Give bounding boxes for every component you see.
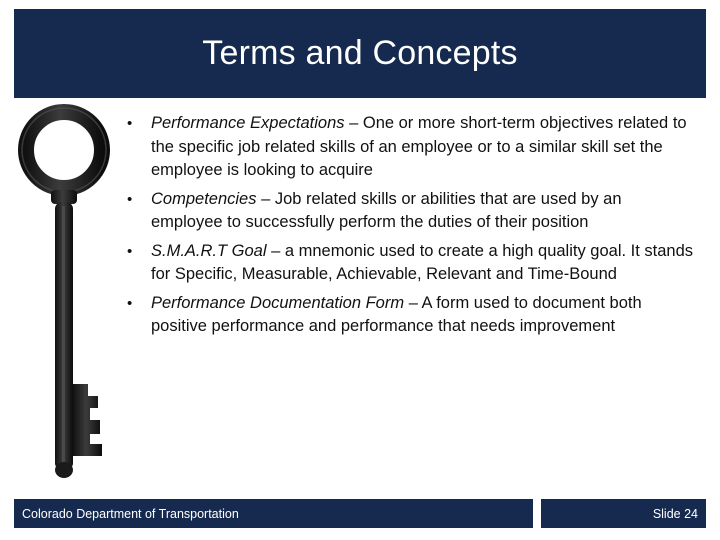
slide-title: Terms and Concepts	[202, 34, 518, 72]
term-definition: – a mnemonic used to create a high quality goal. It stands for Specific, Measurable, Achievable, Relevant and Time-Bound	[151, 241, 694, 283]
term-name: S.M.A.R.T Goal	[151, 241, 267, 260]
list-item	[127, 112, 697, 183]
term-definition: – A form used to document both positive performance and performance that needs improvement	[151, 293, 642, 335]
key-icon	[18, 98, 128, 490]
footer-organization-bar	[14, 499, 533, 528]
title-banner	[14, 9, 706, 98]
footer-slide-number-bar	[541, 499, 706, 528]
term-name: Competencies	[151, 189, 257, 208]
slide-number: Slide 24	[652, 506, 698, 521]
term-name: Performance Expectations	[151, 114, 345, 132]
bullet-marker: •	[127, 294, 133, 312]
list-item	[127, 292, 697, 339]
bullet-marker: •	[127, 115, 133, 132]
bullet-marker: •	[127, 190, 133, 208]
list-item	[127, 188, 697, 235]
term-definition: – Job related skills or abilities that are used by an employee to successfully perform the duties of their position	[151, 189, 622, 231]
term-definition: – One or more short-term objectives related to the specific job related skills of an employee or to a similar skill set the employee is looking to acquire	[151, 114, 687, 179]
bullet-marker: •	[127, 242, 133, 260]
list-item	[127, 240, 697, 287]
footer-organization: Colorado Department of Transportation	[22, 506, 239, 521]
term-name: Performance Documentation Form	[151, 293, 405, 312]
terms-list	[127, 112, 697, 344]
